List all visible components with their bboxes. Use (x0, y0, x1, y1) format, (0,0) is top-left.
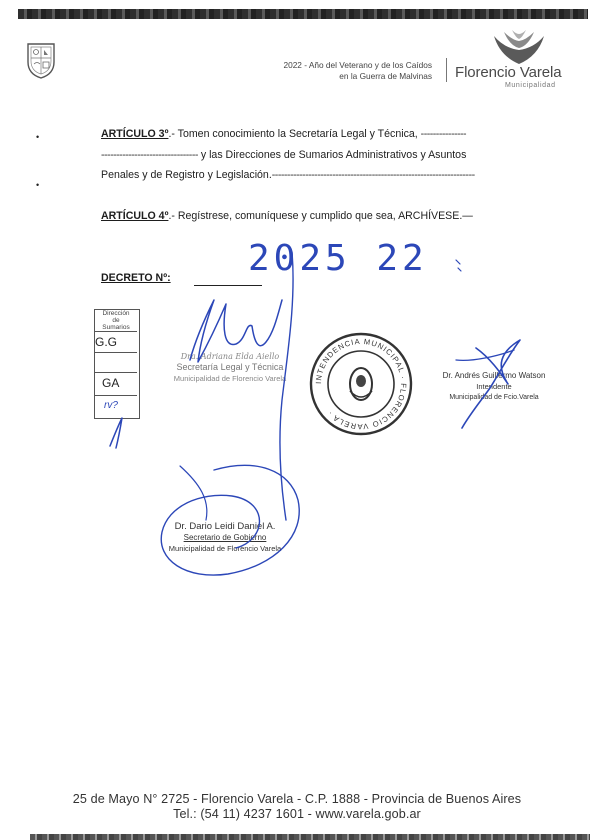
filler-dashes: -------------------------------- (101, 149, 198, 161)
article-3-label: ARTÍCULO 3º (101, 128, 169, 140)
signatory-2 (436, 370, 552, 403)
year-motto (200, 60, 432, 82)
seal-text: INTENDENCIA MUNICIPAL · FLORENCIO VARELA · (313, 336, 409, 432)
logo-name: Florencio Varela (455, 64, 562, 81)
article-3-text2: y las Direcciones de Sumarios Administrativos y Asuntos (197, 149, 467, 161)
footer-contact: Tel.: (54 11) 4237 1601 - www.varela.gob.ar (173, 807, 421, 821)
article-4 (101, 206, 473, 227)
header-divider (446, 58, 447, 82)
year-motto-line2: en la Guerra de Malvinas (339, 71, 432, 81)
signatory-1-name: Dra. Adriana Elda Aiello (180, 352, 280, 361)
stamp-divider (95, 352, 137, 353)
filler-dashes: --------------- (420, 128, 467, 140)
signatory-1 (170, 351, 290, 384)
initial-tick (110, 418, 122, 448)
stamp-divider (95, 331, 137, 332)
filler-dashes: ------------------------------------------------------------------- (271, 169, 475, 181)
florencio-varela-logo-icon (490, 30, 548, 66)
signatory-1-title: Secretaría Legal y Técnica (176, 362, 284, 372)
decreto-number-stamp: 2025 22 (248, 238, 428, 279)
signatory-3-title: Secretario de Gobierno (183, 533, 267, 542)
signatory-3 (160, 521, 290, 554)
scan-top-edge (18, 9, 588, 19)
article-4-text: .- Regístrese, comuníquese y cumplido que sea, ARCHÍVESE.— (168, 210, 473, 222)
article-3-line1 (101, 124, 466, 145)
signatory-3-name: Dr. Dario Leidi Daniel A. (174, 521, 276, 532)
routing-stamp-header-line: de (112, 317, 120, 324)
logo-subtitle: Municipalidad (505, 82, 556, 89)
article-3-text3: Penales y de Registro y Legislación. (101, 169, 272, 181)
signatory-2-name: Dr. Andrés Guillermo Watson (442, 371, 546, 380)
routing-stamp-header (95, 310, 137, 331)
signatory-3-org: Municipalidad de Florencio Varela (168, 544, 282, 553)
municipal-crest-icon (25, 40, 57, 80)
decreto-underline (194, 285, 262, 286)
stamp-divider (95, 395, 137, 396)
article-3-line3 (101, 165, 475, 186)
article-3-line2 (101, 145, 466, 166)
scan-bottom-edge (30, 834, 590, 840)
signatory-2-title: Intendente (476, 382, 512, 391)
routing-stamp-cell: rv? (104, 400, 118, 411)
intendencia-seal (308, 331, 414, 437)
year-motto-line1: 2022 - Año del Veterano y de los Caídos (283, 60, 432, 70)
routing-stamp-header-line: Dirección (102, 310, 130, 317)
article-3-text1: .- Tomen conocimiento la Secretaría Legal y Técnica, (168, 128, 421, 140)
margin-mark: • (36, 180, 40, 190)
signatory-1-org: Municipalidad de Florencio Varela (173, 374, 287, 383)
signature-main-stroke (280, 252, 293, 520)
margin-mark: • (36, 132, 40, 142)
footer-address: 25 de Mayo N° 2725 - Florencio Varela - C.P. 1888 - Provincia de Buenos Aires (72, 792, 522, 806)
signatory-2-org: Municipalidad de Fcio.Varela (449, 394, 539, 401)
routing-stamp-header-line: Sumarios (102, 324, 130, 331)
article-4-label: ARTÍCULO 4º (101, 210, 169, 222)
decreto-label: DECRETO Nº: (101, 272, 171, 284)
routing-stamp-cell: G.G (95, 335, 118, 349)
routing-stamp-cell: GA (102, 376, 120, 390)
stamp-divider (95, 372, 137, 373)
